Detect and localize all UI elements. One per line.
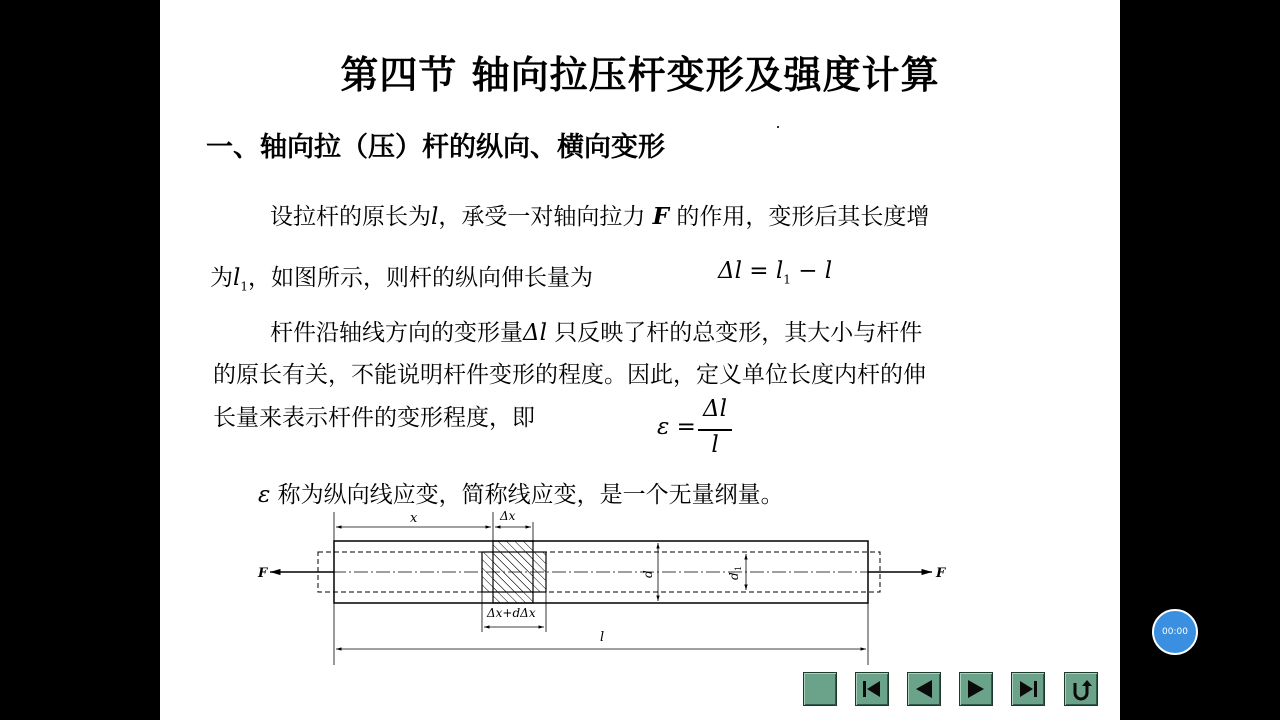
formula2-numerator: Δl	[703, 396, 727, 422]
element-original	[493, 541, 533, 603]
next-slide-button[interactable]	[959, 672, 993, 706]
para1-line1-a: 设拉杆的原长为	[270, 204, 431, 230]
last-slide-button[interactable]	[1011, 672, 1045, 706]
para1-line1-b: ，承受一对轴向拉力	[438, 204, 646, 230]
para2-line1-a: 杆件沿轴线方向的变形量	[270, 320, 523, 346]
next-slide-icon	[960, 673, 992, 705]
symbol-F: F	[652, 203, 670, 230]
formula1-lhs: Δl	[718, 258, 742, 284]
para2-line2: 的原长有关，不能说明杆件变形的程度。因此，定义单位长度内杆的伸	[213, 362, 926, 388]
para1-line2-b: ，如图所示，则杆的纵向伸长量为	[248, 265, 593, 291]
formula1-sub: 1	[783, 272, 791, 287]
label-F-right: F	[936, 566, 946, 581]
label-F-left: F	[258, 566, 268, 581]
first-slide-icon	[856, 673, 888, 705]
previous-slide-icon	[908, 673, 940, 705]
return-button[interactable]	[1064, 672, 1098, 706]
blank-button[interactable]	[803, 672, 837, 706]
label-d1: d	[727, 572, 741, 580]
label-x: x	[410, 511, 418, 526]
timer-badge[interactable]: 00:00	[1152, 609, 1198, 655]
formula1-minus: −	[798, 258, 818, 284]
formula2-denominator: l	[711, 432, 719, 458]
label-d: d	[641, 570, 655, 578]
slide-title: 第四节 轴向拉压杆变形及强度计算	[340, 53, 940, 97]
formula1-rhs: l	[824, 258, 833, 284]
para2-line1-b: 只反映了杆的总变形，其大小与杆件	[554, 320, 923, 346]
bar-deformation-figure	[160, 0, 1120, 720]
first-slide-button[interactable]	[855, 672, 889, 706]
symbol-epsilon: ε	[258, 482, 271, 508]
formula2-lhs: ε	[657, 414, 670, 440]
symbol-delta-l: Δl	[523, 320, 547, 346]
formula2-eq: =	[676, 414, 696, 440]
return-icon	[1065, 673, 1097, 705]
formula1-l: l	[775, 258, 784, 284]
label-dx: Δx	[500, 509, 516, 523]
para3-text: 称为纵向线应变，简称线应变，是一个无量纲量。	[277, 482, 784, 508]
symbol-l1-sub: 1	[240, 279, 248, 294]
symbol-l: l	[431, 204, 439, 230]
label-dx-plus: Δx+dΔx	[487, 606, 536, 620]
last-slide-icon	[1012, 673, 1044, 705]
label-d1-sub: 1	[734, 565, 743, 571]
para1-line2-a: 为	[210, 265, 233, 291]
symbol-l1: l	[233, 265, 241, 291]
section-heading: 一、轴向拉（压）杆的纵向、横向变形	[206, 132, 665, 163]
slide	[160, 0, 1120, 720]
formula1-eq: =	[749, 258, 769, 284]
label-l: l	[600, 630, 605, 645]
previous-slide-button[interactable]	[907, 672, 941, 706]
para1-line1-c: 的作用，变形后其长度增	[676, 204, 930, 230]
para2-line3: 长量来表示杆件的变形程度，即	[213, 405, 535, 431]
